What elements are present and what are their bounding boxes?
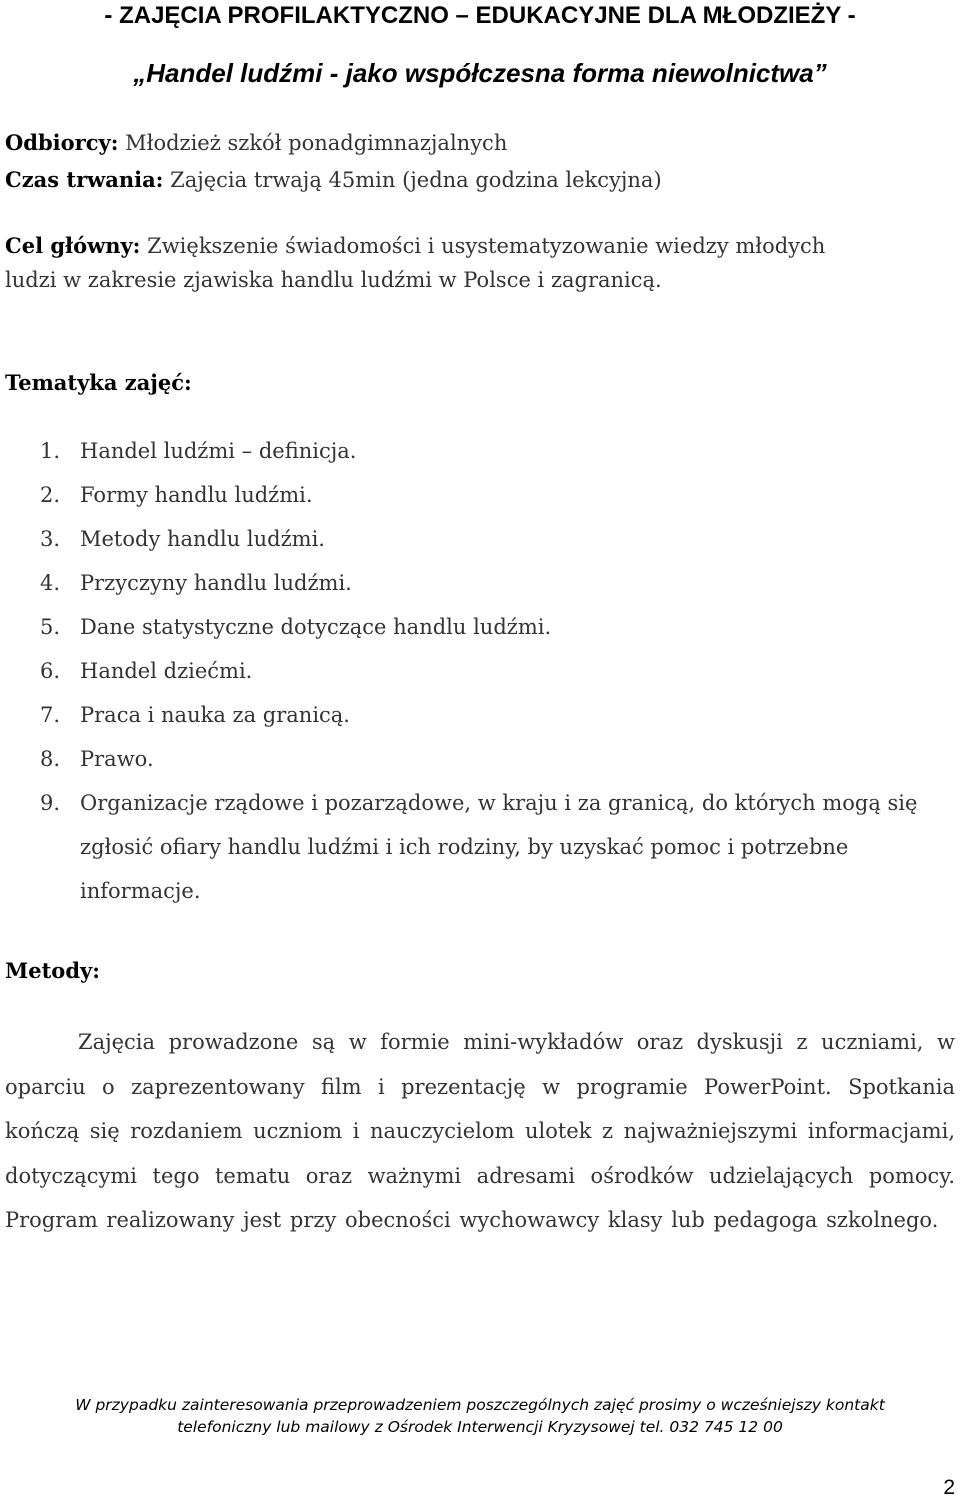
list-item-text: Handel dziećmi.	[80, 659, 253, 683]
list-item	[40, 567, 940, 611]
list-item-number: 9.	[40, 791, 61, 815]
goal-line-1	[5, 233, 825, 258]
footer-note-line-1: W przypadku zainteresowania przeprowadzeniem poszczególnych zajęć prosimy o wcześniejszy kontakt	[75, 1396, 885, 1414]
list-item-text: Formy handlu ludźmi.	[80, 483, 313, 507]
recipients-label: Odbiorcy:	[5, 130, 119, 155]
list-item-number: 4.	[40, 571, 61, 595]
goal-label: Cel główny:	[5, 233, 141, 258]
footer-note	[0, 1394, 960, 1438]
document-header-title: - ZAJĘCIA PROFILAKTYCZNO – EDUKACYJNE DLA MŁODZIEŻY -	[104, 2, 856, 29]
list-item	[40, 523, 940, 567]
list-item-text: Praca i nauka za granicą.	[80, 703, 350, 727]
methods-heading: Metody:	[5, 958, 100, 983]
goal-value-2: ludzi w zakresie zjawiska handlu ludźmi w Polsce i zagranicą.	[5, 268, 662, 292]
topics-list	[40, 435, 940, 919]
list-item-text: Metody handlu ludźmi.	[80, 527, 325, 551]
list-item	[40, 699, 940, 743]
list-item-number: 2.	[40, 483, 61, 507]
topics-heading: Tematyka zajęć:	[5, 370, 192, 395]
list-item-text: Przyczyny handlu ludźmi.	[80, 571, 352, 595]
footer-note-line-2: telefoniczny lub mailowy z Ośrodek Interwencji Kryzysowej tel. 032 745 12 00	[177, 1418, 783, 1436]
document-subtitle: „Handel ludźmi - jako współczesna forma niewolnictwa”	[133, 58, 827, 88]
list-item-number: 8.	[40, 747, 61, 771]
list-item	[40, 435, 940, 479]
list-item-text: Organizacje rządowe i pozarządowe, w kraju i za granicą, do których mogą się zgłosić ofiary handlu ludźmi i ich rodziny, by uzyskać pomoc i potrzebne informacje.	[80, 791, 918, 903]
list-item-number: 7.	[40, 703, 61, 727]
recipients-value: Młodzież szkół ponadgimnazjalnych	[118, 131, 508, 155]
list-item-text: Dane statystyczne dotyczące handlu ludźmi.	[80, 615, 552, 639]
list-item-number: 6.	[40, 659, 61, 683]
list-item-text: Prawo.	[80, 747, 154, 771]
duration-label: Czas trwania:	[5, 167, 164, 192]
list-item	[40, 787, 940, 919]
recipients-line	[5, 130, 507, 155]
list-item	[40, 611, 940, 655]
duration-line	[5, 167, 662, 192]
list-item	[40, 479, 940, 523]
list-item	[40, 655, 940, 699]
list-item-text: Handel ludźmi – definicja.	[80, 439, 357, 463]
methods-paragraph: Zajęcia prowadzone są w formie mini-wykładów oraz dyskusji z uczniami, w oparciu o zaprezentowany film i prezentację w programie PowerPoint. Spotkania kończą się rozdaniem uczniom i nauczycielom ulotek z najważniejszymi informacjami, dotyczącymi tego tematu oraz ważnymi adresami ośrodków udzielających pomocy. Program realizowany jest przy obecności wychowawcy klasy lub pedagoga szkolnego.	[5, 1030, 955, 1232]
goal-value-1: Zwiększenie świadomości i usystematyzowanie wiedzy młodych	[140, 234, 826, 258]
list-item-number: 3.	[40, 527, 61, 551]
page-number: 2	[943, 1476, 955, 1499]
list-item-number: 1.	[40, 439, 61, 463]
goal-line-2	[5, 268, 662, 292]
duration-value: Zajęcia trwają 45min (jedna godzina lekcyjna)	[163, 168, 662, 192]
list-item-number: 5.	[40, 615, 61, 639]
